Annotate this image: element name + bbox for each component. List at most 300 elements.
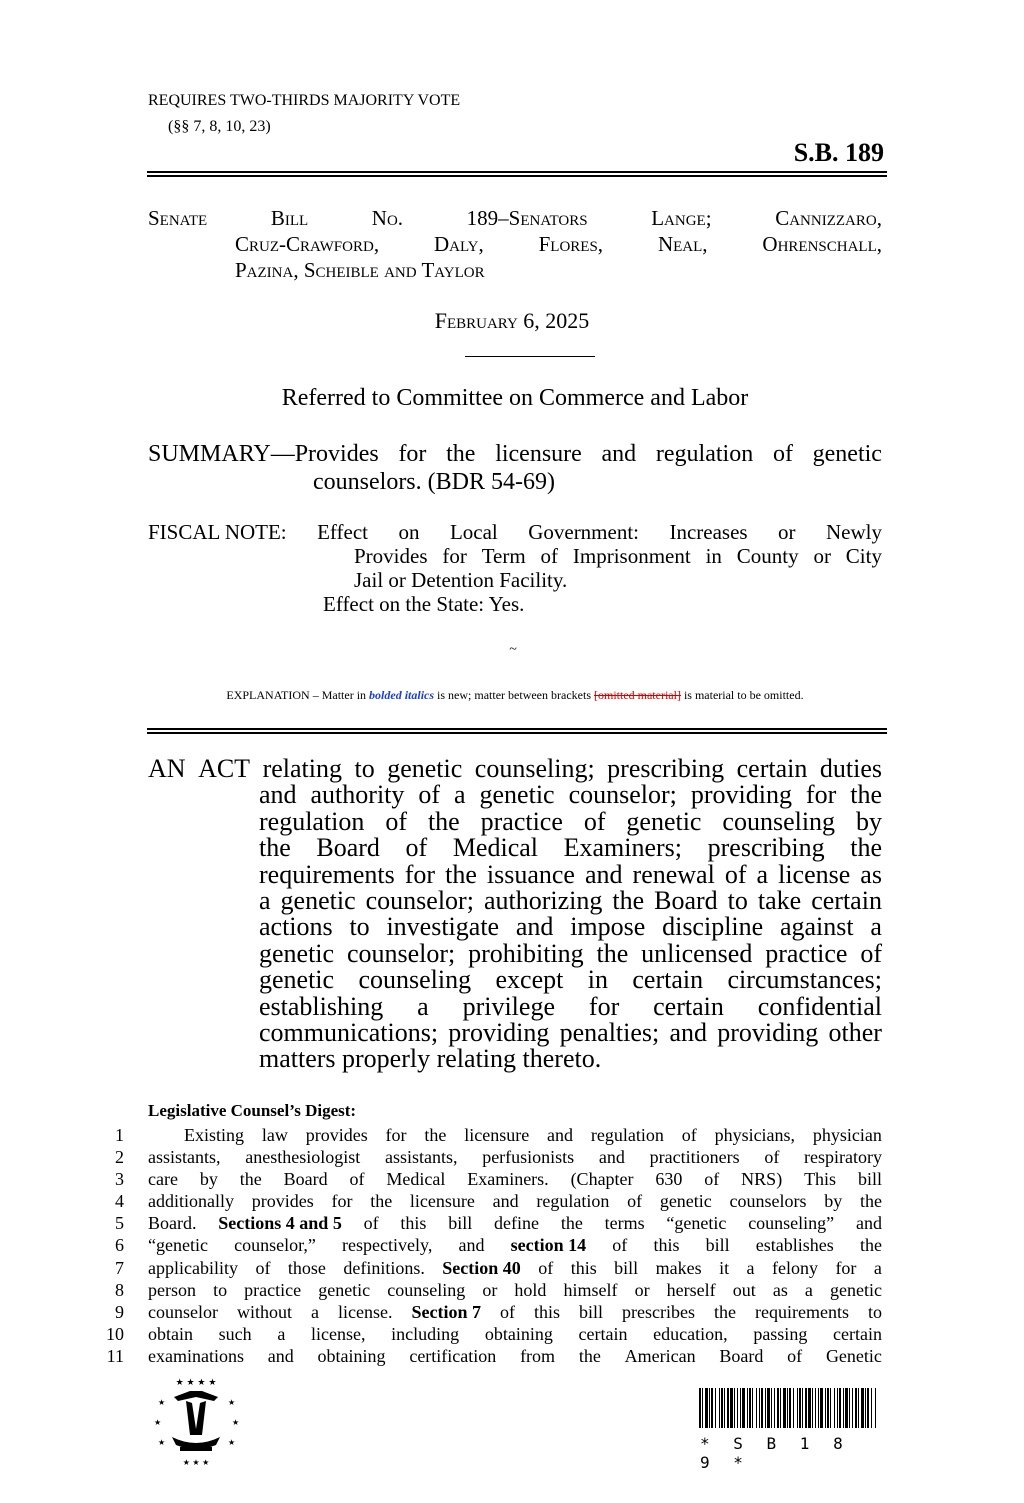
digest-line-text [148, 1345, 882, 1367]
digest-word: counselor,” [234, 1235, 316, 1256]
act-word: renewal [632, 859, 715, 889]
digest-word: makes [655, 1257, 702, 1278]
digest-word: practice [244, 1279, 302, 1300]
digest-word: certain [578, 1323, 628, 1344]
digest-word: obtain [148, 1323, 193, 1344]
act-word: unlicensed [641, 938, 753, 968]
digest-word: felony [772, 1257, 818, 1278]
barcode-bar [774, 1388, 775, 1428]
act-word: Medical [452, 833, 538, 863]
act-word: penalties; [559, 1018, 660, 1048]
act-line [148, 938, 882, 968]
act-word: for [588, 991, 620, 1021]
digest-word: counseling” [748, 1213, 835, 1234]
digest-word: assistants, [148, 1147, 221, 1168]
act-word: and [259, 780, 297, 810]
act-word: a [756, 859, 769, 889]
digest-word: of [538, 1257, 554, 1278]
digest-line-text [148, 1168, 882, 1190]
digest-word: requirements [754, 1301, 849, 1322]
svg-text:★: ★ [228, 1398, 236, 1407]
act-word: and [515, 912, 554, 942]
act-word: genetic [280, 886, 356, 916]
digest-word: licensure [464, 1125, 530, 1145]
act-word: the [445, 859, 477, 889]
act-line [148, 991, 882, 1021]
fiscal-word: Newly [826, 520, 882, 544]
digest-word: including [391, 1323, 460, 1344]
act-word: to [727, 886, 748, 916]
act-word: against [779, 912, 854, 942]
digest-body [98, 1124, 882, 1367]
line-number: 7 [115, 1257, 124, 1278]
sponsor-word: 189–Senators [466, 206, 588, 230]
sponsors-line-1 [148, 205, 882, 231]
sponsor-word: Lange; [651, 206, 712, 230]
digest-word: Sections 4 and 5 [218, 1213, 342, 1234]
digest-word: licensure [409, 1191, 475, 1212]
act-word: prescribing [607, 754, 725, 783]
digest-word: it [719, 1257, 730, 1278]
barcode-bar [815, 1388, 816, 1428]
bill-number: S.B. 189 [793, 138, 884, 167]
digest-word: for [331, 1191, 353, 1212]
svg-text:★: ★ [158, 1398, 166, 1407]
barcode-bar [797, 1388, 798, 1428]
digest-word: respiratory [804, 1147, 882, 1168]
svg-text:★: ★ [158, 1438, 166, 1447]
digest-word: provides [251, 1191, 314, 1212]
act-word: actions [259, 912, 333, 942]
digest-word: Medical [386, 1169, 446, 1190]
barcode-bar [875, 1388, 876, 1428]
barcode-bar [855, 1388, 857, 1428]
act-line: matters properly relating thereto. [259, 1044, 602, 1074]
act-line [148, 967, 882, 993]
barcode-bar [799, 1388, 801, 1428]
digest-word: assistants, [384, 1147, 458, 1168]
act-word: of [724, 859, 747, 889]
act-word: discipline [662, 912, 764, 942]
digest-word: the [370, 1191, 393, 1212]
digest-word: physician [812, 1125, 882, 1145]
digest-word: bill [579, 1301, 604, 1322]
committee-referral: Referred to Committee on Commerce and Labor [281, 385, 749, 411]
date-divider [465, 356, 595, 357]
act-word: for [805, 780, 837, 810]
digest-word: of [349, 1169, 365, 1190]
barcode-bar [861, 1388, 864, 1428]
vote-requirement: REQUIRES TWO-THIRDS MAJORITY VOTE [148, 92, 461, 109]
digest-word: those [287, 1257, 326, 1278]
act-word: of [385, 806, 408, 836]
act-word: investigate [386, 912, 500, 942]
digest-word: Genetic [825, 1345, 882, 1366]
barcode-bar [724, 1388, 725, 1428]
act-word: the [850, 780, 882, 810]
fiscal-note-block [148, 520, 882, 616]
barcode-bar [740, 1388, 741, 1428]
digest-word: Section 7 [411, 1301, 481, 1322]
digest-word: perfusionists [482, 1147, 575, 1168]
digest-word: this [653, 1235, 680, 1256]
digest-word: examinations [148, 1345, 244, 1366]
digest-line [98, 1345, 882, 1367]
fiscal-word: County [736, 544, 799, 568]
digest-word: bill [705, 1235, 730, 1256]
line-number: 8 [115, 1279, 124, 1300]
fiscal-note-line-1 [148, 520, 882, 544]
digest-word: the [578, 1345, 601, 1366]
act-word: genetic [259, 965, 335, 995]
barcode-bar [727, 1388, 729, 1428]
barcode-bar [825, 1388, 826, 1428]
svg-text:★: ★ [232, 1418, 240, 1427]
svg-text:★ ★ ★: ★ ★ ★ [182, 1458, 210, 1467]
digest-word: section 14 [510, 1235, 587, 1256]
digest-word: of [681, 1125, 697, 1145]
act-word: other [828, 1018, 882, 1048]
barcode-bar [830, 1388, 831, 1428]
barcode-bar [715, 1388, 716, 1428]
digest-line-text [148, 1190, 882, 1212]
digest-word: and [547, 1125, 574, 1145]
digest-word: “genetic [148, 1235, 208, 1256]
digest-word: Examiners. [467, 1169, 549, 1190]
sponsor-word: Cruz-Crawford, [235, 232, 380, 256]
digest-line [98, 1234, 882, 1256]
digest-word: to [867, 1301, 882, 1322]
barcode-bar [820, 1388, 823, 1428]
explanation-omitted-sample: [omitted material] [593, 688, 681, 702]
act-word: counseling; [474, 754, 595, 783]
act-divider [147, 728, 887, 734]
line-number: 6 [115, 1235, 124, 1256]
digest-word: of [363, 1213, 379, 1234]
act-word: certain [811, 886, 882, 916]
line-number: 3 [115, 1169, 124, 1190]
act-word: certain [632, 965, 704, 995]
act-word: the [427, 806, 460, 836]
explanation-new-sample: bolded italics [369, 688, 435, 702]
fiscal-word: for [442, 544, 467, 568]
digest-word: for [835, 1257, 857, 1278]
act-word: as [860, 859, 882, 889]
digest-word: of [704, 1169, 720, 1190]
act-word: license [778, 859, 851, 889]
vote-sections: (§§ 7, 8, 10, 23) [168, 118, 271, 135]
barcode-bar [705, 1388, 708, 1428]
digest-word: NRS) [741, 1169, 783, 1190]
barcode-bar [752, 1388, 753, 1428]
act-line [148, 859, 882, 889]
act-word: prohibiting [468, 938, 584, 968]
act-word: requirements [259, 859, 395, 889]
barcode-bar [787, 1388, 788, 1428]
digest-word: the [713, 1301, 736, 1322]
digest-word: counselors [729, 1191, 807, 1212]
digest-line-text [148, 1301, 882, 1323]
act-word: Examiners; [563, 833, 683, 863]
digest-line [98, 1212, 882, 1234]
barcode-label: * S B 1 8 9 * [700, 1434, 850, 1472]
fiscal-word: City [845, 544, 882, 568]
act-line [148, 835, 882, 861]
barcode-bar [793, 1388, 794, 1428]
act-line [148, 914, 882, 940]
act-word: privilege [462, 991, 555, 1021]
barcode-bar [802, 1388, 803, 1428]
explanation-suffix: is material to be omitted. [680, 688, 804, 702]
fiscal-word: Provides [354, 544, 428, 568]
digest-word: this [533, 1301, 560, 1322]
barcode-bar [827, 1388, 829, 1428]
digest-word: establishes [755, 1235, 834, 1256]
digest-line [98, 1146, 882, 1168]
act-word: genetic [387, 754, 463, 783]
summary-word: regulation [655, 441, 754, 467]
digest-word: the [859, 1191, 882, 1212]
bill-barcode [699, 1388, 877, 1428]
digest-word: a [277, 1323, 286, 1344]
digest-word: certification [409, 1345, 497, 1366]
sponsors-line-3: Pazina, Scheible and Taylor [235, 258, 485, 282]
digest-word: by [199, 1169, 218, 1190]
sponsor-word: Daly, [433, 232, 484, 256]
digest-word: and [492, 1191, 519, 1212]
digest-word: of [499, 1301, 515, 1322]
digest-word: by [824, 1191, 843, 1212]
fiscal-note-line-2 [148, 544, 882, 568]
act-word: providing [690, 780, 792, 810]
digest-word: this [570, 1257, 597, 1278]
act-word: impose [570, 912, 646, 942]
digest-title: Legislative Counsel’s Digest: [148, 1101, 357, 1120]
digest-line-text [148, 1257, 882, 1279]
summary-word: genetic [812, 441, 882, 467]
barcode-bar [756, 1388, 757, 1428]
barcode-bar [834, 1388, 835, 1428]
fiscal-word: Increases [669, 520, 748, 544]
digest-line [98, 1301, 882, 1323]
digest-word: as [772, 1279, 788, 1300]
act-word: certain [736, 754, 808, 783]
digest-word: respectively, [342, 1235, 433, 1256]
barcode-bar [742, 1388, 745, 1428]
sponsor-word: Ohrenschall, [762, 232, 882, 256]
act-word: Board [654, 886, 718, 916]
act-word: a [454, 780, 466, 810]
digest-word: passing [753, 1323, 808, 1344]
act-word: certain [653, 991, 724, 1021]
act-word: for [404, 859, 436, 889]
barcode-bar [812, 1388, 813, 1428]
act-word: establishing [259, 991, 384, 1021]
line-number: 11 [106, 1345, 124, 1366]
digest-word: care [148, 1169, 178, 1190]
sponsor-word: Bill [270, 206, 309, 230]
line-number: 1 [115, 1125, 124, 1145]
digest-word: bill [614, 1257, 639, 1278]
act-line [148, 806, 882, 836]
digest-word: bill [448, 1213, 473, 1234]
digest-word: law [261, 1125, 288, 1145]
digest-word: or [482, 1279, 498, 1300]
bill-date: February 6, 2025 [434, 308, 590, 333]
act-word: of [583, 806, 606, 836]
digest-line [98, 1190, 882, 1212]
barcode-bar [852, 1388, 853, 1428]
sponsor-word: Senate [148, 206, 208, 230]
digest-word: and [267, 1345, 294, 1366]
fiscal-word: Term [481, 544, 526, 568]
digest-word: Board [719, 1345, 764, 1366]
barcode-bar [871, 1388, 872, 1428]
act-word: prescribing [707, 833, 825, 863]
summary-word: SUMMARY—Provides [148, 441, 379, 467]
barcode-bar [808, 1388, 811, 1428]
digest-word: to [213, 1279, 228, 1300]
digest-word: definitions. [343, 1257, 425, 1278]
barcode-bar [805, 1388, 807, 1428]
fiscal-word: Effect [317, 520, 369, 544]
digest-word: and [855, 1213, 882, 1234]
act-word: a [870, 912, 882, 942]
summary-word: of [772, 441, 793, 467]
digest-line [98, 1168, 882, 1190]
act-word: counselor; [346, 938, 456, 968]
barcode-bar [765, 1388, 766, 1428]
digest-word: Board [283, 1169, 328, 1190]
digest-word: herself [666, 1279, 716, 1300]
line-number: 9 [115, 1301, 124, 1322]
explanation-note [148, 688, 882, 703]
digest-line-text [148, 1323, 882, 1345]
digest-word: education, [653, 1323, 728, 1344]
fiscal-word: on [398, 520, 420, 544]
act-word: a [417, 991, 429, 1021]
digest-word: define [494, 1213, 540, 1234]
digest-word: obtaining [484, 1323, 553, 1344]
digest-word: physicians, [714, 1125, 796, 1145]
act-line [148, 782, 882, 808]
act-word: counselor; [568, 780, 677, 810]
barcode-bar [771, 1388, 772, 1428]
fiscal-word: of [540, 544, 559, 568]
digest-word: counselor [148, 1301, 218, 1322]
summary-line-1 [148, 440, 882, 468]
digest-line [98, 1124, 882, 1146]
summary-word: the [446, 441, 476, 467]
barcode-bar [839, 1388, 841, 1428]
barcode-bar [818, 1388, 819, 1428]
act-word: to [354, 754, 375, 783]
act-word: confidential [757, 991, 882, 1021]
sponsor-word: No. [371, 206, 404, 230]
digest-word: hold [514, 1279, 547, 1300]
barcode-bar [867, 1388, 869, 1428]
sponsor-word: Neal, [657, 232, 708, 256]
digest-word: genetic [829, 1279, 882, 1300]
digest-word: 630 [655, 1169, 683, 1190]
act-word: AN [148, 754, 186, 783]
act-word: and [669, 1018, 707, 1048]
digest-line [98, 1279, 882, 1301]
act-word: ACT [198, 754, 251, 783]
barcode-bar [780, 1388, 781, 1428]
digest-word: counseling [387, 1279, 466, 1300]
digest-word: license. [338, 1301, 393, 1322]
line-number: 4 [115, 1191, 124, 1212]
act-word: relating [262, 754, 342, 783]
act-word: counseling [722, 806, 836, 836]
act-word: authorizing [483, 886, 603, 916]
act-word: the [850, 833, 882, 863]
act-word: in [587, 965, 608, 995]
digest-word: or [634, 1279, 650, 1300]
digest-word: the [239, 1169, 262, 1190]
fiscal-word: Government: [528, 520, 640, 544]
sponsor-word: Flores, [538, 232, 604, 256]
act-word: a [259, 886, 271, 916]
digest-word: of [764, 1147, 780, 1168]
svg-text:★: ★ [154, 1418, 162, 1427]
digest-line [98, 1257, 882, 1279]
act-line [148, 756, 882, 782]
digest-word: practitioners [649, 1147, 740, 1168]
fiscal-word: FISCAL NOTE: [148, 520, 287, 544]
summary-block [148, 440, 882, 496]
digest-word: provides [305, 1125, 368, 1145]
act-word: genetic [626, 806, 702, 836]
svg-text:★: ★ [228, 1438, 236, 1447]
digest-word: additionally [148, 1191, 234, 1212]
digest-word: anesthesiologist [245, 1147, 361, 1168]
act-word: authority [310, 780, 405, 810]
digest-line-text [148, 1212, 882, 1234]
fiscal-note-line-4: Effect on the State: Yes. [323, 592, 525, 616]
digest-word: regulation [590, 1125, 664, 1145]
act-word: providing [717, 1018, 819, 1048]
barcode-bar [789, 1388, 791, 1428]
separator-tilde: ~ [509, 642, 517, 657]
barcode-bar [747, 1388, 748, 1428]
act-word: providing [448, 1018, 550, 1048]
digest-word: for [385, 1125, 407, 1145]
barcode-bar [858, 1388, 859, 1428]
act-line [148, 888, 882, 914]
digest-word: Existing [184, 1125, 245, 1145]
fiscal-word: in [705, 544, 722, 568]
barcode-bar [749, 1388, 751, 1428]
act-word: regulation [259, 806, 365, 836]
digest-word: this [400, 1213, 427, 1234]
barcode-bar [767, 1388, 770, 1428]
digest-word: regulation [536, 1191, 610, 1212]
barcode-bar [737, 1388, 738, 1428]
digest-line-text [148, 1124, 882, 1146]
barcode-bar [721, 1388, 723, 1428]
digest-word: of [627, 1191, 643, 1212]
act-word: except [495, 965, 564, 995]
digest-word: obtaining [317, 1345, 386, 1366]
act-word: Board [316, 833, 380, 863]
digest-word: “genetic [666, 1213, 727, 1234]
digest-word: a [311, 1301, 319, 1322]
act-word: of [860, 938, 882, 968]
act-word: counselor; [365, 886, 474, 916]
line-number: 2 [115, 1147, 124, 1168]
